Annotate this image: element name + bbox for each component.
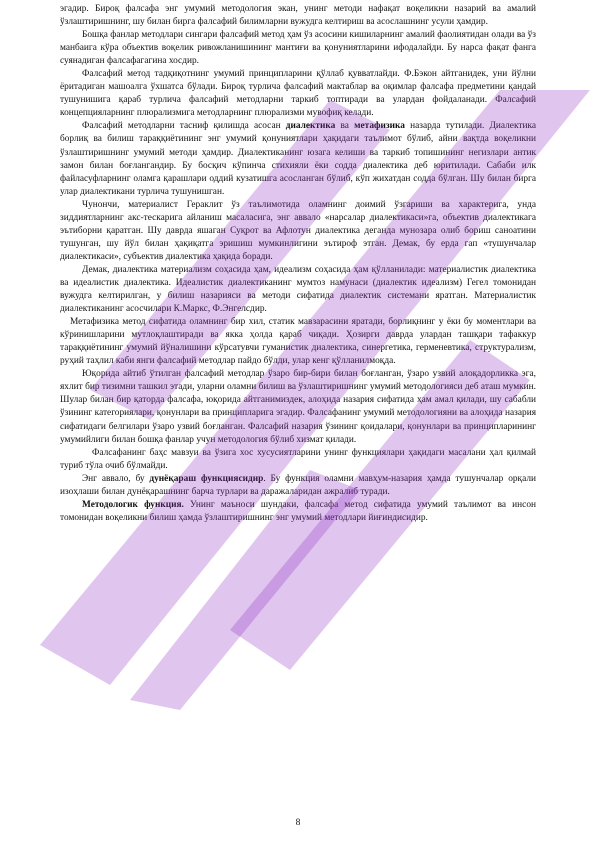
paragraph-4: [60, 120, 536, 198]
paragraph-9: Фалсафанинг баҳс мавзуи ва ўзига хос хусусиятларини унинг функциялари ҳақидаги масалани ҳал қилмай туриб тўла очиб бўлмайди.: [60, 447, 536, 471]
term-metaphysics: метафизика: [354, 121, 405, 132]
paragraph-4-text-2: ва: [335, 121, 355, 132]
paragraph-11: [60, 499, 536, 525]
paragraph-4-text-1: Фалсафий методларни тасниф қилишда асосан: [82, 121, 286, 132]
term-dialectics: диалектика: [285, 121, 336, 132]
paragraph-10-text-2: . Бу функция оламни мавҳум-назария ҳамда тушунчалар орқали изоҳлаши билан дунёқарашнинг барча турлари ва даражаларидан ажралиб туради.: [60, 473, 536, 497]
paragraph-11-text-1: Унинг маъноси шундаки, фалсафа метод сифатида умумий таълимот ва инсон томонидан воқеликни билиш ҳамда ўзлаштиришнинг энг умумий методлари йиғиндисидир.: [60, 499, 537, 523]
term-methodological-function: Методологик функция.: [82, 499, 184, 510]
paragraph-1: эгадир. Бироқ фалсафа энг умумий методология экан, унинг методи нафақат воқеликни назарий ва амалий ўзлаштиришнинг, шу билан бирга фалсафий билимларни вужудга келтириш ва асослашнинг усули ҳамдир.: [60, 4, 536, 28]
paragraph-4-text-3: назарда тутилади. Диалектика борлиқ ва билиш тараққиётининг энг умумий қонуниятлари ҳақидаги таълимот бўлиб, айни вақтда воқеликни ўзлаштиришнинг умумий методи ҳамдир. Диалектиканинг юзага келиши ва таркиб топишининг негизлари антик замон билан боғлангандир. Бу босқич кўпинча стихияли ёки содда диалектика деб юритилади. Сабаби илк файласуфларнинг оламга қарашлари оддий кузатишга асосланган бўлиб, кўп жихатдан содда бўлган. Шу билан бирга улар диалектикани турлича тушунишган.: [60, 121, 536, 197]
term-worldview-function: дунёқараш функциясидир: [149, 473, 264, 484]
paragraph-5: Чунончи, материалист Гераклит ўз таълимотида оламнинг доимий ўзгариши ва характерига, унда зиддиятларнинг акс-тескарига айланиш масаласига, энг аввало «нарсалар диалектикаси»га, объектив диалектикага эътиборни қаратган. Шу даврда яшаган Суқрот ва Афлотун диалектика деганда мунозара олиб бориш саноатини тушунган, шу йўл билан ҳақиқатга эришиш мумкинлигини эътироф этган. Демак, бу ерда гап «тушунчалар диалектикаси», субъектив диалектика ҳақида боради.: [60, 199, 536, 262]
paragraph-7: Метафизика метод сифатида оламнинг бир хил, статик мавзарасини яратади, борлиқнинг у ёки бу моментлари ва кўринишларини мутлоқлаштиради ва якка ҳолда қараб чиқади. Ҳозирги даврда улардан ташқари тафаккур тараққиётининг умумий йўналишини кўрсатувчи гуманистик диалектика, синергетика, герменевтика, структурализм, руҳий таҳлил каби янги фалсафий методлар пайдо бўлди, улар кенг қўлланилмоқда.: [60, 317, 536, 367]
paragraph-8: Юқорида айтиб ўтилган фалсафий методлар ўзаро бир-бири билан боғланган, ўзаро узвий алоқадорликка эга, яхлит бир тизимни ташкил этади, уларни оламни билиш ва ўзлаштиришнинг умумий методологияси деб аташ мумкин. Шулар билан бир қаторда фалсафа, юқорида айтганимиздек, алоҳида назария сифатида ҳам амал қилади, шу сабабли ўзининг категориялари, қонунлари ва принципларига эгадир. Фалсафанинг умумий методологияни ва алоҳида назария сифатидаги белгилари ўзаро узвий боғланган. Фалсафий назария ўзининг қоидалари, қонунлари ва принципларининг умумийлиги билан бошқа фанлар учун методология бўлиб хизмат қилади.: [60, 369, 536, 445]
paragraph-10: [60, 473, 536, 499]
page-number: 8: [295, 818, 301, 828]
paragraph-6: Демак, диалектика материализм соҳасида ҳам, идеализм соҳасида ҳам қўлланилади: материалистик диалектика ва идеалистик диалектика. Идеалистик диалектиканинг мумтоз намунаси (диалектик идеализм) Гегел томонидан вужудга келтирилган, у билиш назарияси ва методи сифатида диалектик системани яратган. Материалистик диалектиканинг асосчилари К.Маркс, Ф.Энгелсдир.: [60, 264, 536, 315]
paragraph-10-text-1: Энг аввало, бу: [82, 473, 150, 484]
document-body: [60, 3, 536, 525]
paragraph-2: Бошқа фанлар методлари сингари фалсафий метод ҳам ўз асосини кишиларнинг амалий фаолиятидан олади ва ўз манбаига кўра объектив воқелик ривожланишининг мантиғи ва қонуниятларини ифодалайди. Бу нарса фақат фанга суянадиган фалсафагагина хосдир.: [60, 30, 536, 67]
paragraph-3: Фалсафий метод тадқиқотнинг умумий принципларини қўллаб қувватлайди. Ф.Бэкон айтганидек, уни йўлни ёритадиган машоалга ўхшатса бўлади. Бироқ турлича фалсафий мактаблар ва оқимлар фалсафа предметини қандай тушунишига қараб турлича фалсафий методларни таркиб топтиради ва улардан фойдаланади. Фалсафий концепцияларнинг плюрализмига методларнинг плюрализми мувофиқ келади.: [60, 69, 536, 119]
